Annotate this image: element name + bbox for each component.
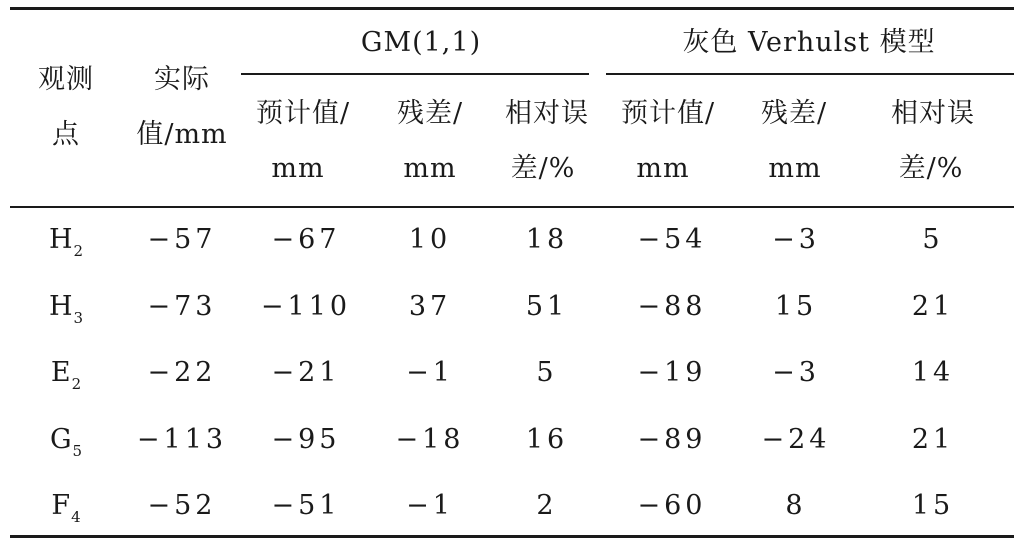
cell-gm-pred: −110 [260, 291, 352, 322]
point-letter: H [48, 291, 74, 322]
header-group-gm: GM(1,1) [360, 27, 482, 58]
point-letter: H [48, 224, 74, 255]
header-v-resid-line2: mm [768, 153, 822, 184]
cell-v-pred: −89 [637, 424, 707, 455]
point-subscript: 4 [71, 508, 81, 526]
header-v-pred-line1: 预计值/ [620, 98, 716, 129]
cell-v-pred: −60 [637, 490, 707, 521]
cell-gm-rel: 16 [525, 424, 569, 455]
row-0-point [48, 224, 84, 260]
point-subscript: 2 [71, 375, 82, 393]
header-v-resid-line1: 残差/ [760, 98, 828, 129]
cell-v-pred: −88 [637, 291, 707, 322]
cell-v-rel: 14 [911, 357, 955, 388]
cell-gm-pred: −67 [271, 224, 341, 255]
top-rule [10, 7, 1014, 10]
point-subscript: 5 [72, 442, 83, 460]
cell-v-resid: 15 [774, 291, 818, 322]
cell-gm-resid: −1 [406, 490, 454, 521]
cell-gm-resid: 10 [408, 224, 452, 255]
header-gm-resid-line1: 残差/ [396, 98, 464, 129]
cell-gm-pred: −95 [271, 424, 341, 455]
row-3-point [49, 424, 83, 460]
verhulst-group-rule [606, 73, 1014, 75]
bottom-rule [10, 535, 1014, 538]
header-gm-resid-line2: mm [403, 153, 457, 184]
cell-v-pred: −19 [637, 357, 707, 388]
header-gm-pred-line2: mm [271, 153, 325, 184]
cell-v-pred: −54 [637, 224, 707, 255]
gm-group-rule [241, 73, 589, 75]
cell-v-resid: −3 [772, 224, 820, 255]
header-actual-line1: 实际 [154, 64, 210, 95]
cell-gm-resid: −1 [406, 357, 454, 388]
cell-gm-rel: 51 [525, 291, 569, 322]
header-gm-rel-line1: 相对误 [505, 98, 589, 129]
point-letter: F [51, 490, 72, 521]
point-subscript: 3 [73, 309, 84, 327]
row-1-point [48, 291, 84, 327]
cell-gm-rel: 18 [525, 224, 569, 255]
cell-gm-pred: −51 [271, 490, 341, 521]
header-group-verhulst: 灰色 Verhulst 模型 [682, 27, 936, 58]
cell-v-rel: 21 [911, 424, 955, 455]
header-point-line1: 观测 [38, 64, 94, 95]
header-v-rel-line2: 差/% [898, 153, 964, 184]
header-v-rel-line1: 相对误 [891, 98, 975, 129]
header-v-pred-line2: mm [636, 153, 690, 184]
header-gm-pred-line1: 预计值/ [255, 98, 351, 129]
cell-actual: −22 [147, 357, 217, 388]
point-letter: G [49, 424, 73, 455]
point-letter: E [50, 357, 72, 388]
cell-gm-rel: 2 [536, 490, 558, 521]
cell-v-rel: 15 [911, 490, 955, 521]
cell-gm-resid: 37 [408, 291, 452, 322]
header-point-line2: 点 [52, 119, 80, 150]
cell-actual: −113 [136, 424, 228, 455]
cell-actual: −57 [147, 224, 217, 255]
header-actual-line2: 值/mm [136, 119, 228, 150]
cell-v-resid: −24 [761, 424, 831, 455]
cell-actual: −73 [147, 291, 217, 322]
cell-v-resid: 8 [785, 490, 807, 521]
cell-gm-pred: −21 [271, 357, 341, 388]
cell-v-rel: 5 [922, 224, 944, 255]
header-gm-rel-line2: 差/% [510, 153, 576, 184]
cell-actual: −52 [147, 490, 217, 521]
header-rule [10, 206, 1014, 208]
cell-v-resid: −3 [772, 357, 820, 388]
cell-v-rel: 21 [911, 291, 955, 322]
cell-gm-resid: −18 [395, 424, 465, 455]
row-2-point [50, 357, 82, 393]
cell-gm-rel: 5 [536, 357, 558, 388]
row-4-point [51, 490, 81, 526]
point-subscript: 2 [73, 242, 84, 260]
